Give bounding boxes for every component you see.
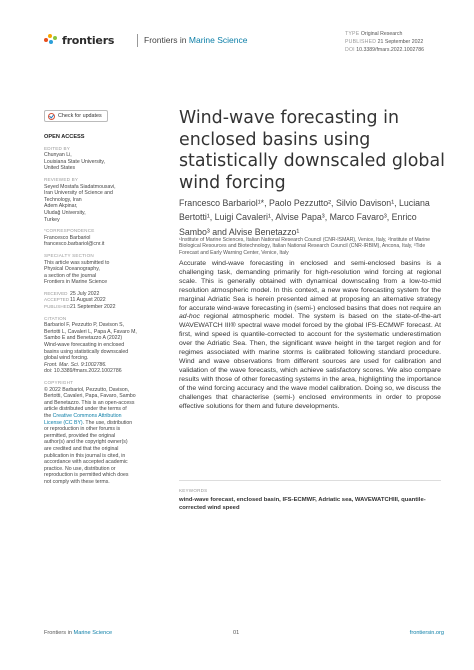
copyright-line: publication in this journal is cited, in <box>44 452 126 459</box>
abstract <box>179 260 441 411</box>
copyright-line: article distributed under the terms of <box>44 406 127 413</box>
edited-by-label: EDITED BY <box>44 145 71 151</box>
type-label: TYPE <box>345 31 360 37</box>
citation-line: Bertotti L, Cavaleri L, Papa A, Favaro M, <box>44 328 137 335</box>
footer-journal-name: Marine Science <box>73 630 113 636</box>
reviewed-by-line: Iran University of Science and <box>44 190 113 197</box>
copyright-text: the <box>44 412 53 419</box>
edited-by-line: Chunyan Li, <box>44 152 72 159</box>
specialty-line: Frontiers in Marine Science <box>44 279 108 286</box>
citation-line: Wind-wave forecasting in enclosed <box>44 342 125 349</box>
copyright-line: permitted, provided the original <box>44 432 116 439</box>
frontiers-logo-icon <box>44 33 58 47</box>
keywords-label: KEYWORDS <box>179 488 208 493</box>
reviewed-by-label: REVIEWED BY <box>44 176 79 182</box>
correspondence-label: *CORRESPONDENCE <box>44 228 95 234</box>
citation-line: Front. Mar. Sci. 9:1002786. <box>44 361 107 368</box>
copyright-line <box>44 420 164 427</box>
reviewed-by-block <box>44 184 164 224</box>
received-label: RECEIVED <box>44 290 68 296</box>
reviewed-by-line: Seyed Mostafa Siadatmousavi, <box>44 183 116 190</box>
edited-by-line: United States <box>44 165 76 172</box>
page-number: 01 <box>233 630 240 636</box>
edited-by-line: Louisiana State University, <box>44 158 106 165</box>
correspondence-email[interactable]: francesco.barbariol@cnr.it <box>44 241 105 248</box>
copyright-line: Bertotti, Cavaleri, Papa, Favaro, Sambo <box>44 393 136 400</box>
specialty-line: Physical Oceanography, <box>44 266 100 273</box>
copyright-line: or reproduction in other forums is <box>44 426 121 433</box>
frontiers-logo[interactable] <box>44 33 114 47</box>
keywords-divider <box>179 480 441 481</box>
citation-line: Sambo E and Benetazzo A (2022) <box>44 335 123 342</box>
copyright-text: . The use, distribution <box>82 419 133 426</box>
journal-name: Marine Science <box>188 35 248 45</box>
check-updates-icon <box>48 113 55 120</box>
specialty-line: a section of the journal <box>44 272 97 279</box>
open-access-label: OPEN ACCESS <box>44 134 85 140</box>
reviewed-by-line: Technology, Iran <box>44 196 82 203</box>
citation-line: Barbariol F, Pezzutto P, Davison S, <box>44 322 125 329</box>
reviewed-by-line: Adem Akpinar, <box>44 203 78 210</box>
reviewed-by-line: Uludağ University, <box>44 209 86 216</box>
edited-by-block <box>44 152 164 172</box>
sidebar <box>44 110 164 486</box>
copyright-line: accordance with accepted academic <box>44 459 128 466</box>
copyright-label: COPYRIGHT <box>44 380 74 385</box>
journal-title[interactable] <box>144 35 247 45</box>
page-footer <box>44 630 444 640</box>
abstract-text-b: regional atmospheric model. The system is based on the state-of-the-art WAVEWATCH III® spectral wave model forced by the global IFS-ECMWF forecast. At first, wind speed is quantile-corrected to account for the systematic underestimation over the Adriatic Sea. Then, the significant wave height in the target region and for regimes associated with marine storms is calibrated following standard procedure. Wind and wave observations from different sources are used for calibration and validation of the wave forecasts, which achieve satisfactory scores. We also compare results with those of other forecasting systems in the area, highlighting the importance of the wind forcing accuracy and the wave model calibration. Doing so, we discuss the challenges that characterise (semi-) enclosed environments in order to propose effective solutions for them and future developments. <box>179 313 441 410</box>
article-meta <box>345 30 424 54</box>
journal-prefix: Frontiers in <box>144 35 187 45</box>
citation-doi[interactable]: doi: 10.3389/fmars.2022.1002786 <box>44 368 122 375</box>
author-list: Francesco Barbariol¹*, Paolo Pezzutto², Silvio Davison¹, Luciana Bertotti¹, Luigi Cavaleri¹, Alvise Papa³, Marco Favaro³, Enrico Sambo³ and Alvise Benetazzo¹ <box>179 198 430 237</box>
copyright-block <box>44 387 164 486</box>
copyright-line: are credited and that the original <box>44 445 119 452</box>
type-value: Original Research <box>360 31 403 37</box>
specialty-block <box>44 260 164 286</box>
keywords: wind-wave forecast, enclosed basin, IFS-ECMWF, Adriatic sea, WAVEWATCHIII, quantile-corrected wind speed <box>179 497 426 511</box>
copyright-line: © 2022 Barbariol, Pezzutto, Davison, <box>44 386 130 393</box>
cc-license-link-2[interactable]: License (CC BY) <box>44 419 83 426</box>
published-date: 21 September 2022 <box>70 304 116 311</box>
abstract-emphasis: ad-hoc <box>179 313 200 321</box>
citation-label: CITATION <box>44 315 67 321</box>
footer-journal[interactable] <box>44 630 112 636</box>
copyright-line: and Benetazzo. This is an open-access <box>44 399 135 406</box>
specialty-line: This article was submitted to <box>44 259 110 266</box>
citation-line: basins using statistically downscaled <box>44 348 129 355</box>
logo-text: frontiers <box>62 33 115 47</box>
correspondence-name: Francesco Barbariol <box>44 234 91 241</box>
received-date: 25 July 2022 <box>70 290 100 297</box>
doi-label: DOI <box>345 47 355 53</box>
footer-journal-prefix: Frontiers in <box>44 630 72 636</box>
published-label: PUBLISHED <box>345 39 377 45</box>
correspondence-block <box>44 235 164 248</box>
accepted-date: 11 August 2022 <box>70 297 106 304</box>
check-for-updates-button[interactable] <box>44 110 108 122</box>
citation-block <box>44 322 164 375</box>
footer-site-link[interactable]: frontiersin.org <box>409 630 444 636</box>
specialty-label: SPECIALTY SECTION <box>44 252 94 258</box>
copyright-line: practice. No use, distribution or <box>44 465 116 472</box>
published-value: 21 September 2022 <box>377 39 424 45</box>
reviewed-by-line: Turkey <box>44 216 60 223</box>
article-title: Wind-wave forecasting in enclosed basins using statistically downscaled global wind forcing <box>179 108 445 193</box>
accepted-label: ACCEPTED <box>44 297 70 303</box>
cc-license-link[interactable]: Creative Commons Attribution <box>52 412 122 419</box>
doi-value[interactable]: 10.3389/fmars.2022.1002786 <box>356 47 425 53</box>
published-label: PUBLISHED <box>44 304 71 310</box>
copyright-line <box>44 413 164 420</box>
copyright-line: not comply with these terms. <box>44 478 110 485</box>
header-divider <box>137 34 138 47</box>
check-updates-label: Check for updates <box>58 112 102 119</box>
copyright-line: author(s) and the copyright owner(s) <box>44 439 128 446</box>
citation-line: global wind forcing. <box>44 355 89 362</box>
affiliations: ¹Institute of Marine Sciences, Italian National Research Council (CNR-ISMAR), Venice, Italy, ²Institute of Marine Biological Resources and Biotechnology, Italian National Research Council (CNR-IRBIM), Ancona, Italy, ³Tide Forecast and Early Warning Center, Venice, Italy <box>179 237 431 256</box>
dates-block <box>44 291 164 311</box>
abstract-text-a: Accurate wind-wave forecasting in enclosed and semi-enclosed basins is a challenging task, demanding primarily for high-resolution wind forcing at regional scale. This is generally obtained with dynamical downscaling from a low-to-mid resolution atmospheric model. In this context, a new wave forecasting system for the marginal Adriatic Sea is herein presented aimed at proposing an alternative strategy for accurate wind-wave forecasting in (semi-) enclosed basins that does not require an <box>179 260 441 312</box>
copyright-line: reproduction is permitted which does <box>44 472 129 479</box>
